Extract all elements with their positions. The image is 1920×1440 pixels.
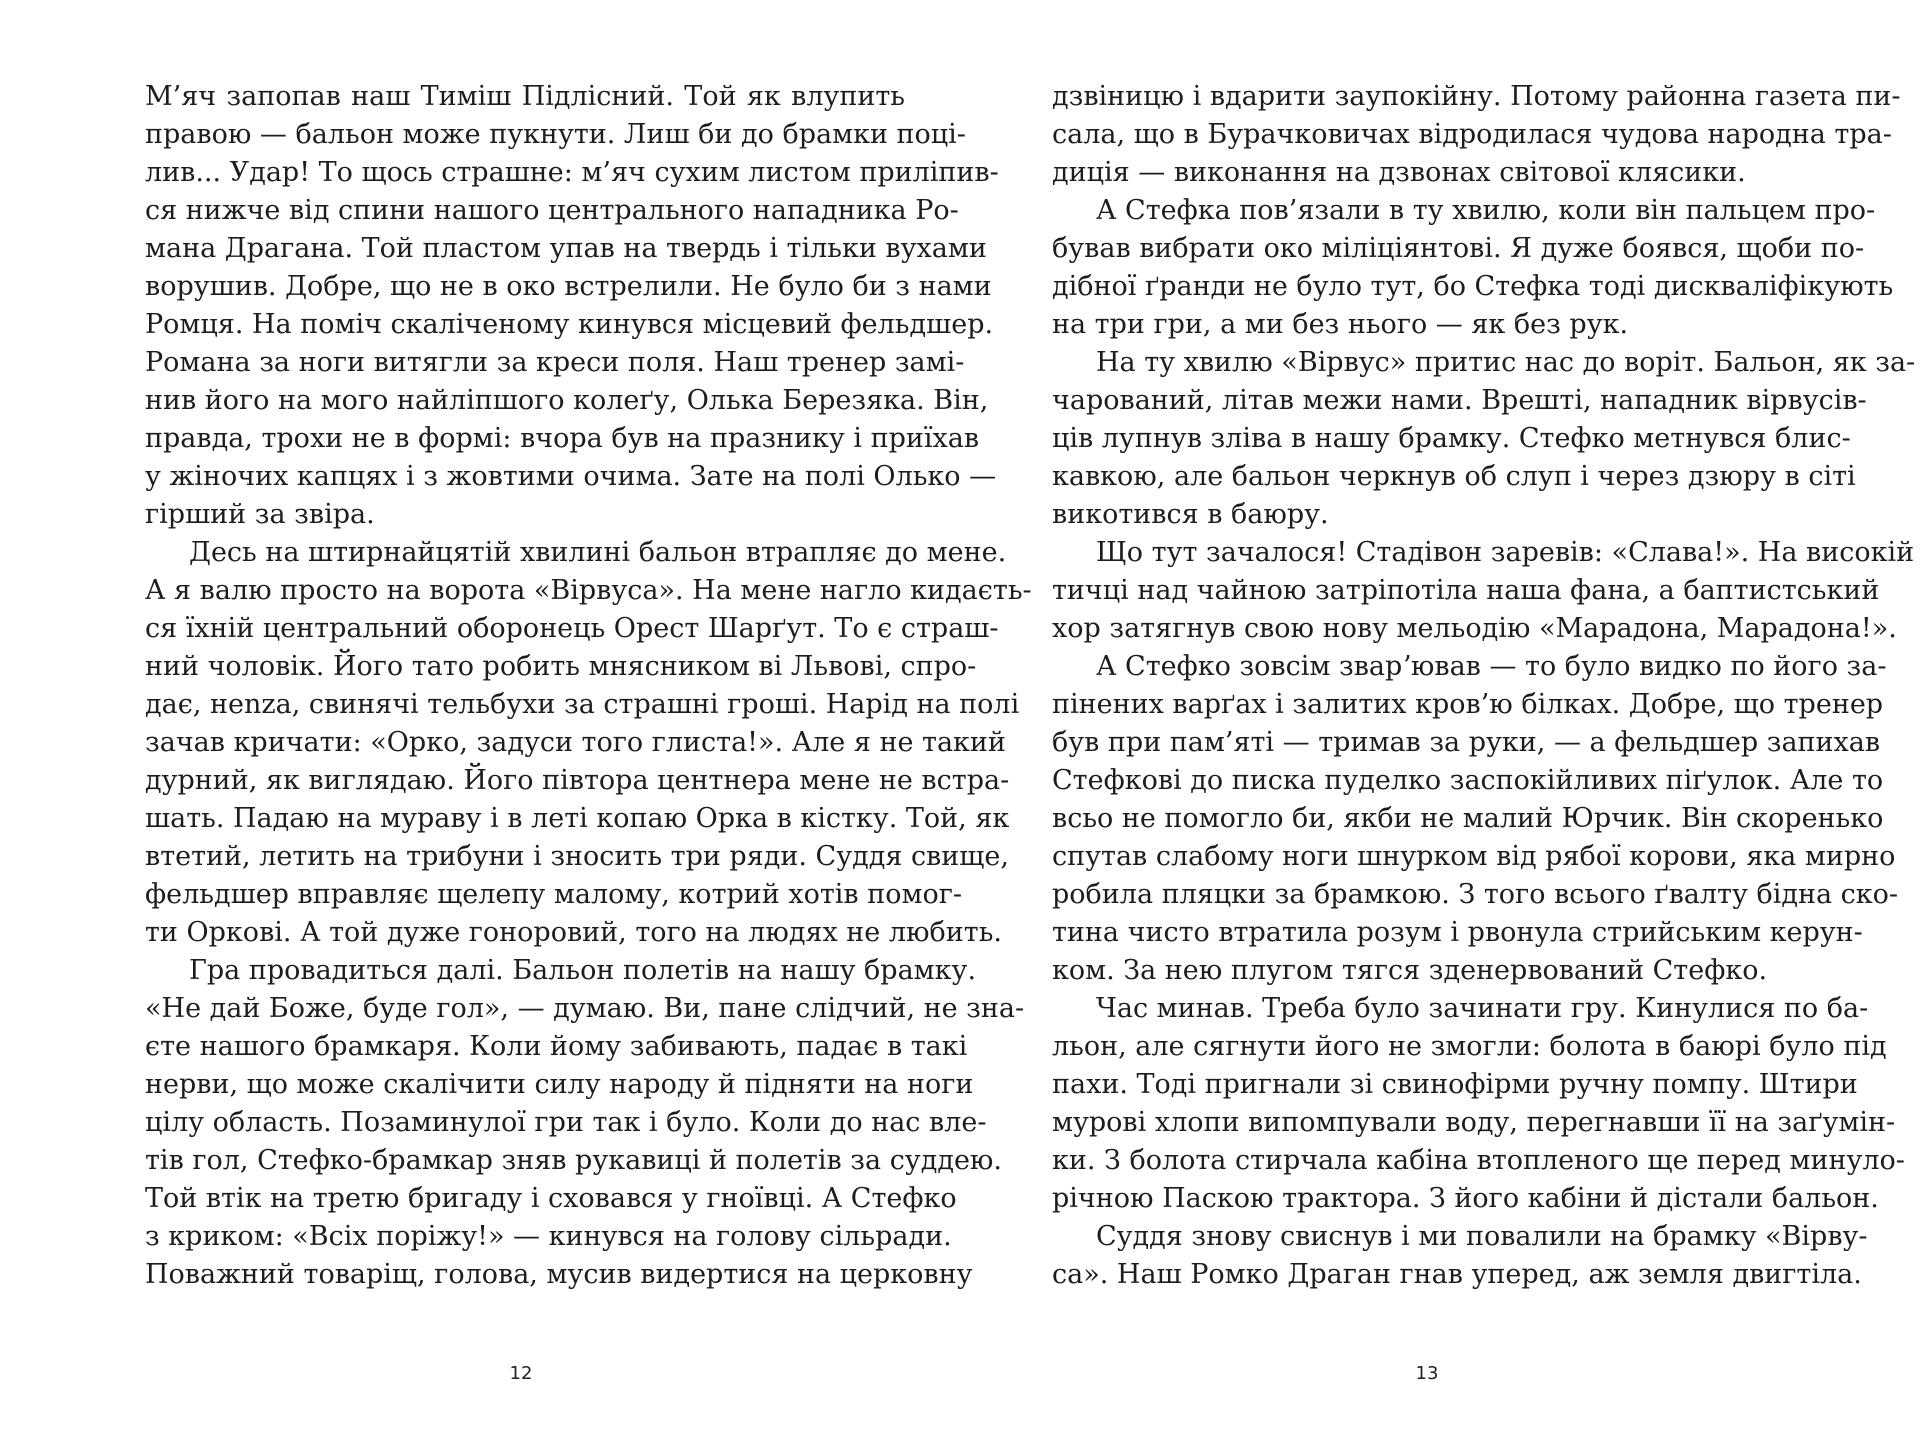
text-line: мурові хлопи випомпували воду, перегнавши її на заґумін- xyxy=(1052,1107,1896,1138)
text-line: Ромця. На поміч скаліченому кинувся місцевий фельдшер. xyxy=(145,309,994,340)
text-line: тина чисто втратила розум і рвонула стрийським керун- xyxy=(1052,917,1863,948)
text-line: бував вибрати око міліціянтові. Я дуже боявся, щоби по- xyxy=(1052,233,1865,264)
text-line: Поважний товаріщ, голова, мусив видертися на церковну xyxy=(145,1259,973,1290)
text-line: ки. З болота стирчала кабіна втопленого ще перед минуло- xyxy=(1052,1145,1905,1176)
text-line: А Стефко зовсім зварʼював — то було видко по його за- xyxy=(1096,651,1887,682)
text-line: Десь на штирнайцятій хвилині бальон втрапляє до мене. xyxy=(189,537,1007,568)
text-line: дає, нenza, свинячі тельбухи за страшні гроші. Нарід на полі xyxy=(145,689,1020,720)
text-line: викотився в баюру. xyxy=(1052,499,1329,530)
text-line: хор затягнув свою нову мельодію «Марадона, Марадона!». xyxy=(1052,613,1897,644)
text-line: Суддя знову свиснув і ми повалили на брамку «Вірву- xyxy=(1096,1221,1868,1252)
text-line: А я валю просто на ворота «Вірвуса». На мене нагло кидаєть- xyxy=(145,575,1032,606)
text-line: цілу область. Позаминулої гри так і було. Коли до нас вле- xyxy=(145,1107,987,1138)
text-line: ся їхній центральний оборонець Орест Шарґут. То є страш- xyxy=(145,613,999,644)
text-line: На ту хвилю «Вірвус» притис нас до воріт. Бальон, як за- xyxy=(1096,347,1916,378)
text-line: тичці над чайною затріпотіла наша фана, а баптистський xyxy=(1052,575,1880,606)
text-line: на три гри, а ми без нього — як без рук. xyxy=(1052,309,1629,340)
text-line: лив... Удар! То щось страшне: м’яч сухим листом приліпив- xyxy=(145,157,999,188)
text-line: річною Паскою трактора. З його кабіни й дістали бальон. xyxy=(1052,1183,1879,1214)
text-line: пінених варґах і залитих кров’ю білках. Добре, що тренер xyxy=(1052,689,1884,720)
text-line: дурний, як виглядаю. Його півтора центнера мене не встра- xyxy=(145,765,1010,796)
text-line: льон, але сягнути його не змогли: болота в баюрі було під xyxy=(1052,1031,1887,1062)
text-line: мана Драгана. Той пластом упав на твердь і тільки вухами xyxy=(145,233,987,264)
text-line: нив його на мого найліпшого колеґу, Олька Березяка. Він, xyxy=(145,385,989,416)
text-line: фельдшер вправляє щелепу малому, котрий хотів помог- xyxy=(145,879,962,910)
text-line: ний чоловік. Його тато робить мнясником ві Львові, спро- xyxy=(145,651,977,682)
text-line: правда, трохи не в формі: вчора був на празнику і приїхав xyxy=(145,423,980,454)
text-line: Романа за ноги витягли за креси поля. Наш тренер замі- xyxy=(145,347,965,378)
text-line: ком. За нею плугом тягся зденервований Стефко. xyxy=(1052,955,1768,986)
text-line: шать. Падаю на мураву і в леті копаю Орка в кістку. Той, як xyxy=(145,803,1010,834)
text-line: Гра провадиться далі. Бальон полетів на нашу брамку. xyxy=(189,955,977,986)
text-line: са». Наш Ромко Драган гнав уперед, аж земля двигтіла. xyxy=(1052,1259,1862,1290)
text-line: Час минав. Треба було зачинати гру. Кинулися по ба- xyxy=(1096,993,1869,1024)
text-line: дібної ґранди не було тут, бо Стефка тоді дискваліфікують xyxy=(1052,271,1894,302)
text-line: тів гол, Стефко-брамкар зняв рукавиці й полетів за суддею. xyxy=(145,1145,1003,1176)
text-line: ти Оркові. А той дуже гоноровий, того на людях не любить. xyxy=(145,917,1002,948)
text-line: ворушив. Добре, що не в око встрелили. Не було би з нами xyxy=(145,271,992,302)
page-number-right: 13 xyxy=(1415,1363,1439,1384)
text-line: у жіночих капцях і з жовтими очима. Зате на полі Олько — xyxy=(145,461,997,492)
text-line: був при пам’яті — тримав за руки, — а фельдшер запихав xyxy=(1052,727,1881,758)
text-line: спутав слабому ноги шнурком від рябої корови, яка мирно xyxy=(1052,841,1896,872)
text-line: втетий, летить на трибуни і зносить три ряди. Суддя свище, xyxy=(145,841,1009,872)
text-line: робила пляцки за брамкою. З того всього ґвалту бідна ско- xyxy=(1052,879,1899,910)
text-line: гірший за звіра. xyxy=(145,499,375,530)
right-page xyxy=(1052,78,1916,1378)
text-line: ся нижче від спини нашого центрального нападника Ро- xyxy=(145,195,959,226)
text-line: сала, що в Бурачковичах відродилася чудова народна тра- xyxy=(1052,119,1892,150)
text-line: єте нашого брамкаря. Коли йому забивають, падає в такі xyxy=(145,1031,968,1062)
text-line: нерви, що може скалічити силу народу й підняти на ноги xyxy=(145,1069,974,1100)
text-line: кавкою, але бальон черкнув об слуп і через дзюру в сіті xyxy=(1052,461,1856,492)
text-line: зачав кричати: «Орко, задуси того глиста!». Але я не такий xyxy=(145,727,1006,758)
text-line: диція — виконання на дзвонах світової клясики. xyxy=(1052,157,1746,188)
text-line: ців лупнув зліва в нашу брамку. Стефко метнувся блис- xyxy=(1052,423,1851,454)
text-line: «Не дай Боже, буде гол», — думаю. Ви, пане слідчий, не зна- xyxy=(145,993,1025,1024)
text-line: М’яч запопав наш Тиміш Підлісний. Той як влупить xyxy=(145,81,905,112)
page-number-left: 12 xyxy=(509,1363,533,1384)
text-line: всьо не помогло би, якби не малий Юрчик. Він скоренько xyxy=(1052,803,1884,834)
text-line: з криком: «Всіх поріжу!» — кинувся на голову сільради. xyxy=(145,1221,952,1252)
left-page xyxy=(145,78,1032,1378)
text-line: чарований, літав межи нами. Врешті, нападник вірвусів- xyxy=(1052,385,1867,416)
text-line: А Стефка пов’язали в ту хвилю, коли він пальцем про- xyxy=(1096,195,1876,226)
text-line: Той втік на третю бригаду і сховався у гноївці. А Стефко xyxy=(145,1183,957,1214)
text-line: Що тут зачалося! Стадівон заревів: «Слава!». На високій xyxy=(1096,537,1915,568)
text-line: правою — бальон може пукнути. Лиш би до брамки поці- xyxy=(145,119,966,150)
text-line: дзвіницю і вдарити заупокійну. Потому районна газета пи- xyxy=(1052,81,1901,112)
text-line: пахи. Тоді пригнали зі свинофірми ручну помпу. Штири xyxy=(1052,1069,1858,1100)
text-line: Стефкові до писка пуделко заспокійливих піґулок. Але то xyxy=(1052,765,1884,796)
